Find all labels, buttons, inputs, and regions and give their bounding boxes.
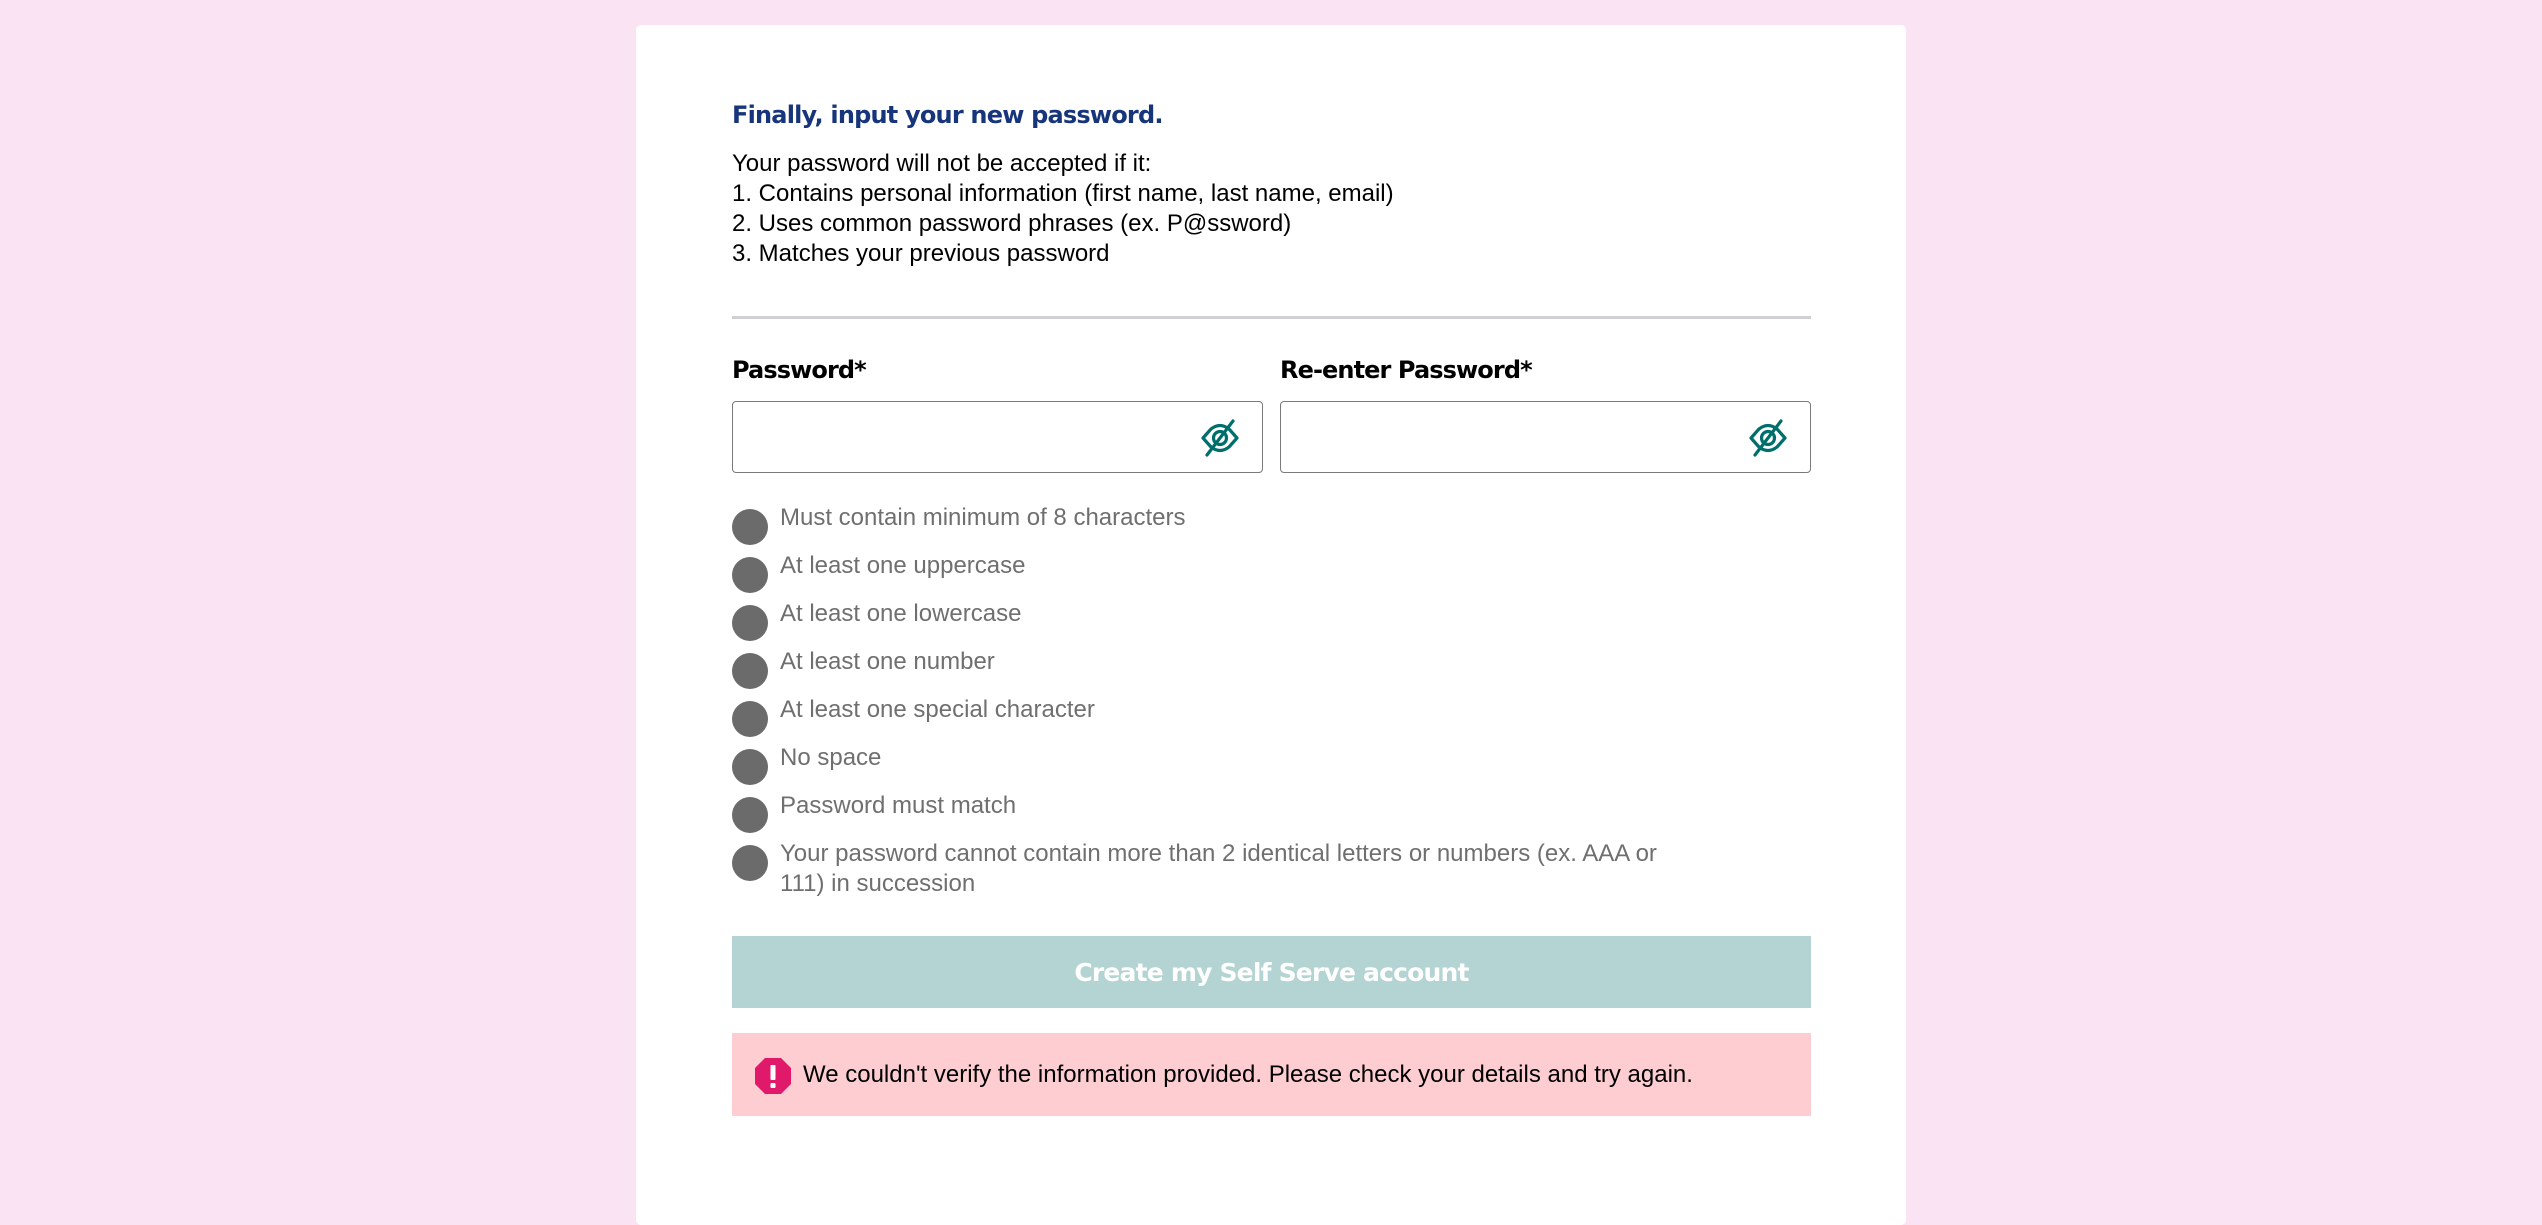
- requirement-status-icon: [732, 749, 768, 785]
- form-card: [636, 25, 1906, 1225]
- requirement-item: [732, 791, 1811, 839]
- requirement-text: No space: [780, 744, 882, 771]
- requirement-text: At least one special character: [780, 696, 1095, 723]
- requirement-item: [732, 743, 1811, 791]
- divider: [732, 316, 1811, 319]
- alert-octagon-icon: [754, 1057, 792, 1095]
- password-label: Password*: [732, 356, 866, 384]
- rules-intro: Your password will not be accepted if it:: [732, 150, 1152, 177]
- error-message: We couldn't verify the information provided. Please check your details and try again.: [803, 1061, 1693, 1088]
- confirm-password-input-wrapper: [1280, 401, 1811, 473]
- eye-slash-icon[interactable]: [1200, 418, 1240, 458]
- confirm-password-field-group: [1280, 355, 1811, 473]
- eye-slash-icon[interactable]: [1748, 418, 1788, 458]
- requirement-item: [732, 551, 1811, 599]
- password-input-wrapper: [732, 401, 1263, 473]
- requirement-text: Password must match: [780, 792, 1017, 819]
- requirement-item: [732, 599, 1811, 647]
- requirement-status-icon: [732, 845, 768, 881]
- requirement-text: At least one uppercase: [780, 552, 1026, 579]
- confirm-password-label: Re-enter Password*: [1280, 356, 1532, 384]
- requirement-item: [732, 695, 1811, 743]
- create-account-button[interactable]: Create my Self Serve account: [732, 936, 1811, 1008]
- rule-item: 2. Uses common password phrases (ex. P@ssword): [732, 210, 1292, 237]
- requirement-item: [732, 503, 1811, 551]
- confirm-password-input[interactable]: [1281, 402, 1741, 472]
- error-alert: [732, 1033, 1811, 1116]
- rule-item: 1. Contains personal information (first name, last name, email): [732, 180, 1394, 207]
- requirement-status-icon: [732, 605, 768, 641]
- requirement-text: Your password cannot contain more than 2 identical letters or numbers (ex. AAA or 111) in succession: [780, 840, 1657, 897]
- requirement-status-icon: [732, 701, 768, 737]
- requirement-status-icon: [732, 653, 768, 689]
- requirement-status-icon: [732, 557, 768, 593]
- requirement-item: [732, 647, 1811, 695]
- password-input[interactable]: [733, 402, 1193, 472]
- page-title: Finally, input your new password.: [732, 101, 1163, 129]
- requirement-text: At least one lowercase: [780, 600, 1022, 627]
- password-field-group: [732, 355, 1263, 473]
- requirement-item: [732, 839, 1811, 917]
- requirement-status-icon: [732, 509, 768, 545]
- requirement-text: At least one number: [780, 648, 995, 675]
- rule-item: 3. Matches your previous password: [732, 240, 1110, 267]
- password-requirements: [732, 503, 1811, 917]
- requirement-status-icon: [732, 797, 768, 833]
- password-rules: [732, 149, 1394, 269]
- requirement-text: Must contain minimum of 8 characters: [780, 504, 1186, 531]
